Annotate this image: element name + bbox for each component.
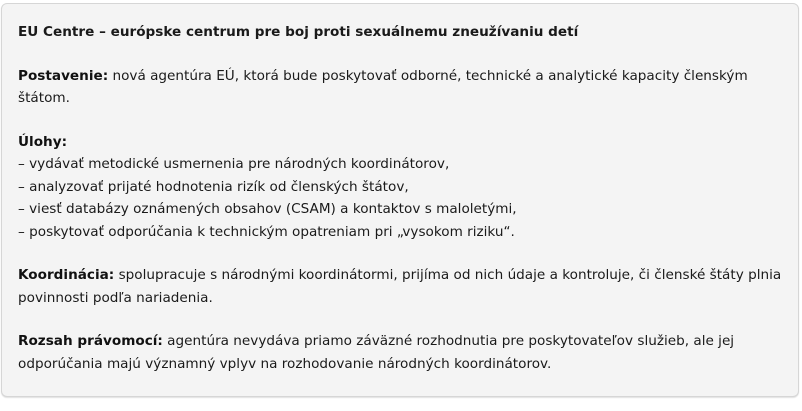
list-item: – poskytovať odporúčania k technickým opatreniam pri „vysokom riziku“. [18, 223, 515, 240]
message-content [18, 21, 786, 375]
text-koordinacia: spolupracuje s národnými koordinátormi, prijíma od nich údaje a kontroluje, či členské štáty plnia povinnosti podľa nariadenia. [18, 267, 782, 306]
list-item: – analyzovať prijaté hodnotenia rizík od členských štátov, [18, 178, 409, 195]
message-card [1, 3, 799, 397]
text-rozsah: agentúra nevydáva priamo záväzné rozhodnutia pre poskytovateľov služieb, ale jej odporúčania majú významný vplyv na rozhodovanie národných koordinátorov. [18, 333, 735, 372]
list-item: – vydávať metodické usmernenia pre národných koordinátorov, [18, 156, 450, 172]
text-postavenie: nová agentúra EÚ, ktorá bude poskytovať odborné, technické a analytické kapacity členským štátom. [18, 67, 748, 106]
label-ulohy-text: Úlohy: [18, 133, 68, 150]
paragraph-koordinacia [18, 264, 786, 309]
label-rozsah: Rozsah právomocí: [18, 333, 163, 349]
heading: EU Centre – európske centrum pre boj proti sexuálnemu zneužívaniu detí [18, 24, 579, 40]
list-item: – viesť databázy oznámených obsahov (CSAM) a kontaktov s maloletými, [18, 201, 517, 217]
label-ulohy [18, 131, 786, 154]
paragraph-rozsah [18, 330, 786, 375]
paragraph-postavenie [18, 65, 786, 110]
label-koordinacia: Koordinácia: [18, 267, 115, 283]
label-postavenie: Postavenie: [18, 67, 109, 84]
